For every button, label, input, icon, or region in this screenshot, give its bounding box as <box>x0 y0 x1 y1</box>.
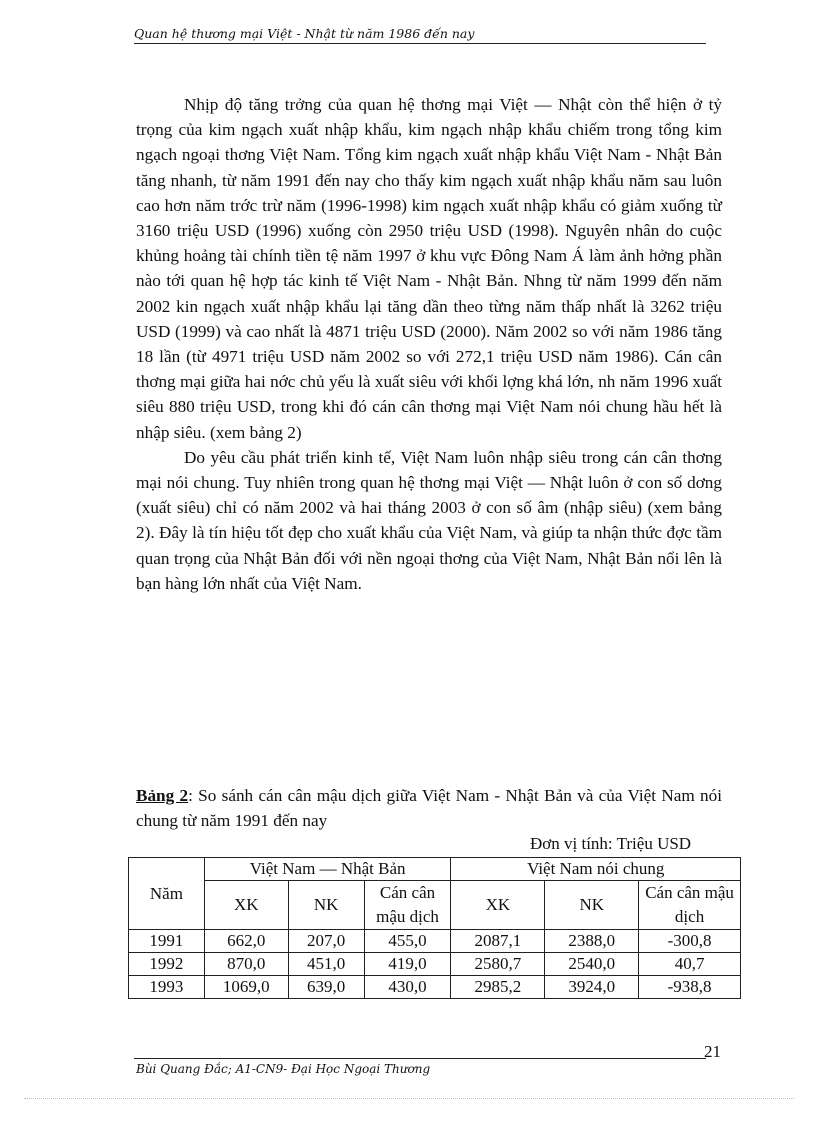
header-nk-2: NK <box>545 881 639 930</box>
header-xk-1: XK <box>204 881 288 930</box>
cell-nk: 451,0 <box>288 953 364 976</box>
header-nk-1: NK <box>288 881 364 930</box>
cell-balance: 419,0 <box>364 953 451 976</box>
cell-balance-general: -300,8 <box>639 930 741 953</box>
footer-author: Bùi Quang Đắc; A1-CN9- Đại Học Ngoại Thương <box>136 1062 431 1076</box>
header-balance-2: Cán cân mậu dịch <box>639 881 741 930</box>
cell-nk-general: 2540,0 <box>545 953 639 976</box>
cell-balance: 430,0 <box>364 976 451 999</box>
header-xk-2: XK <box>451 881 545 930</box>
table-row <box>129 930 741 953</box>
cell-nk: 207,0 <box>288 930 364 953</box>
header-balance-1: Cán cân mậu dịch <box>364 881 451 930</box>
header-vn-general: Việt Nam nói chung <box>451 858 741 881</box>
cell-xk-general: 2087,1 <box>451 930 545 953</box>
cell-balance: 455,0 <box>364 930 451 953</box>
table-label: Bảng 2 <box>136 786 189 805</box>
cell-xk: 1069,0 <box>204 976 288 999</box>
cell-nk-general: 3924,0 <box>545 976 639 999</box>
page-edge-dotted-line <box>24 1098 794 1099</box>
paragraph-1: Nhịp độ tăng trởng của quan hệ thơng mại Việt — Nhật còn thể hiện ở tỷ trọng của kim ngạch xuất nhập khẩu, kim ngạch nhập khẩu chiếm trong tổng kim ngạch ngoại thơng Việt Nam. Tổng kim ngạch xuất nhập khẩu Việt Nam - Nhật Bản tăng nhanh, từ năm 1991 đến nay cho thấy kim ngạch xuất nhập khẩu năm sau luôn cao hơn năm trớc trừ năm (1996-1998) kim ngạch xuất nhập khẩu có giảm xuống từ 3160 triệu USD (1996) xuống còn 2950 triệu USD (1998). Nguyên nhân do cuộc khủng hoảng tài chính tiền tệ năm 1997 ở khu vực Đông Nam Á làm ảnh hởng phần nào tới quan hệ hợp tác kinh tế Việt Nam - Nhật Bản. Nhng từ năm 1999 đến năm 2002 kin ngạch xuất nhập khẩu lại tăng dần theo từng năm thấp nhất là 3262 triệu USD (1999) và cao nhất là 4871 triệu USD (2000). Năm 2002 so với năm 1986 tăng 18 lần (từ 4971 triệu USD năm 2002 so với 272,1 triệu USD năm 1986). Cán cân thơng mại giữa hai nớc chủ yếu là xuất siêu với khối lợng khá lớn, nh năm 1996 xuất siêu 880 triệu USD, trong khi đó cán cân thơng mại Việt Nam nói chung hầu hết là nhập siêu. (xem bảng 2) <box>136 95 722 442</box>
cell-xk: 870,0 <box>204 953 288 976</box>
header-year: Năm <box>129 858 205 930</box>
body-text <box>136 92 722 596</box>
table-caption <box>136 783 722 833</box>
page-number: 21 <box>704 1042 721 1061</box>
table-row <box>129 976 741 999</box>
cell-balance-general: -938,8 <box>639 976 741 999</box>
cell-balance-general: 40,7 <box>639 953 741 976</box>
cell-nk: 639,0 <box>288 976 364 999</box>
footer-divider <box>134 1058 706 1059</box>
paragraph-2: Do yêu cầu phát triển kinh tế, Việt Nam luôn nhập siêu trong cán cân thơng mại nói chung. Tuy nhiên trong quan hệ thơng mại Việt — Nhật luôn ở con số dơng (xuất siêu) chỉ có năm 2002 và hai tháng 2003 ở con số âm (nhập siêu) (xem bảng 2). Đây là tín hiệu tốt đẹp cho xuất khẩu của Việt Nam, và giúp ta nhận thức đợc tầm quan trọng của Nhật Bản đối với nền ngoại thơng của Việt Nam, Nhật Bản nổi lên là bạn hàng lớn nhất của Việt Nam. <box>136 447 722 593</box>
cell-xk: 662,0 <box>204 930 288 953</box>
header-vn-japan: Việt Nam — Nhật Bản <box>204 858 451 881</box>
cell-xk-general: 2580,7 <box>451 953 545 976</box>
table-unit: Đơn vị tính: Triệu USD <box>530 834 692 853</box>
table-caption-text: : So sánh cán cân mậu dịch giữa Việt Nam - Nhật Bản và của Việt Nam nói chung từ năm 1991 đến nay <box>136 786 722 830</box>
cell-nk-general: 2388,0 <box>545 930 639 953</box>
cell-year: 1993 <box>129 976 205 999</box>
cell-xk-general: 2985,2 <box>451 976 545 999</box>
running-header: Quan hệ thương mại Việt - Nhật từ năm 1986 đến nay <box>134 26 706 44</box>
trade-balance-table <box>128 857 741 999</box>
cell-year: 1991 <box>129 930 205 953</box>
table-row <box>129 953 741 976</box>
cell-year: 1992 <box>129 953 205 976</box>
